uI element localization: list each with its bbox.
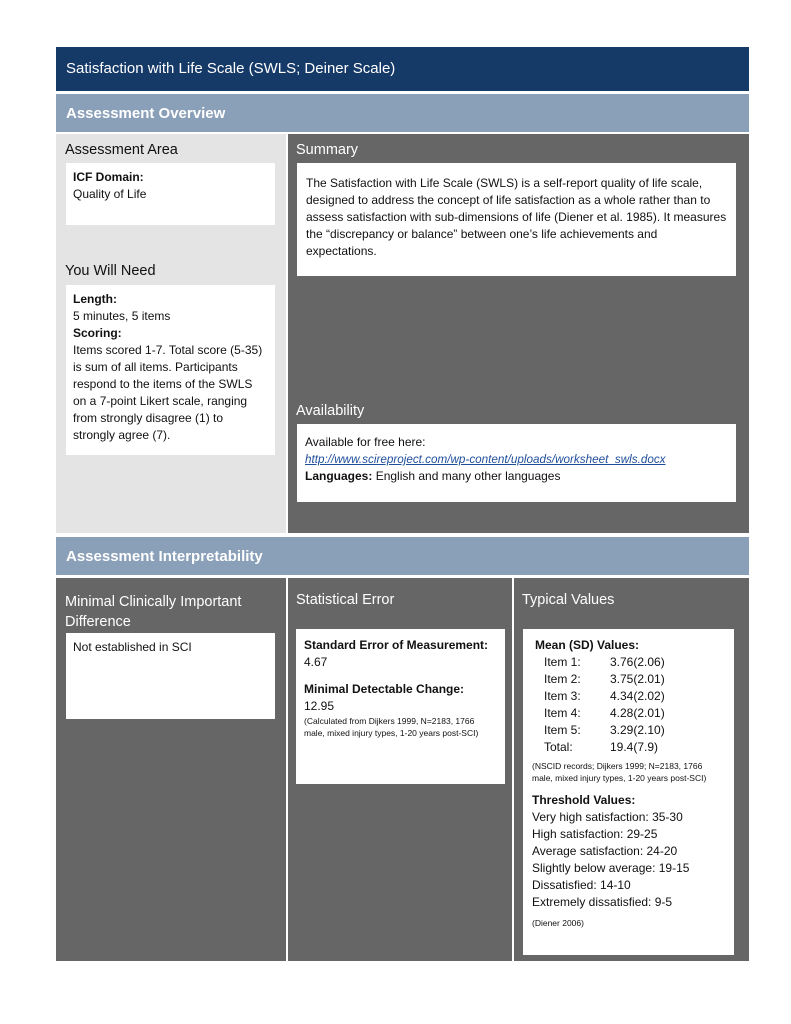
list-item: Average satisfaction: 24-20	[532, 844, 678, 858]
mean-note: (NSCID records; Dijkers 1999; N=2183, 1766 male, mixed injury types, 1-20 years post-SCI)	[532, 761, 707, 783]
availability-intro: Available for free here:	[305, 435, 426, 449]
page-title-text: Satisfaction with Life Scale (SWLS; Deiner Scale)	[66, 60, 396, 77]
availability-box	[297, 424, 736, 502]
length-value: 5 minutes, 5 items	[73, 309, 171, 323]
item-label: Item 1:	[544, 655, 581, 669]
typical-values-heading: Typical Values	[522, 592, 615, 608]
page-title	[56, 47, 749, 91]
list-item: Dissatisfied: 14-10	[532, 878, 631, 892]
icf-domain-value: Quality of Life	[73, 187, 147, 201]
mdc-label: Minimal Detectable Change:	[304, 682, 465, 696]
summary-box	[297, 163, 736, 276]
mcid-heading: Minimal Clinically Important Difference	[65, 594, 242, 630]
item-value: 4.28(2.01)	[610, 706, 665, 720]
list-item	[544, 654, 725, 671]
section-title-interpretability: Assessment Interpretability	[66, 548, 263, 565]
item-label: Item 3:	[544, 689, 581, 703]
list-item	[544, 722, 725, 739]
scoring-value: Items scored 1-7. Total score (5-35) is sum of all items. Participants respond to the items of the SWLS on a 7-point Likert scale, ranging from strongly disagree (1) to strongly agree (7).	[73, 343, 263, 442]
item-label: Total:	[544, 740, 573, 754]
summary-text: The Satisfaction with Life Scale (SWLS) is a self-report quality of life scale, designed to address the concept of life satisfaction as a whole rather than to assess satisfaction with sub-dimensions of life (Diener et al. 1985). It measures the “discrepancy or balance” between one’s life achievements and expectations.	[306, 176, 727, 258]
languages-value: English and many other languages	[375, 469, 561, 483]
sem-value: 4.67	[304, 655, 328, 669]
threshold-list	[532, 809, 725, 911]
typical-values-box	[523, 629, 734, 955]
availability-heading: Availability	[296, 403, 365, 419]
item-value: 3.75(2.01)	[610, 672, 665, 686]
item-value: 19.4(7.9)	[610, 740, 659, 754]
icf-domain-label: ICF Domain:	[73, 170, 144, 184]
threshold-note: (Diener 2006)	[532, 918, 584, 928]
mcid-box	[66, 633, 275, 719]
item-label: Item 2:	[544, 672, 581, 686]
list-item	[544, 688, 725, 705]
item-label: Item 4:	[544, 706, 581, 720]
assessment-area-heading: Assessment Area	[65, 142, 178, 158]
section-header-interpretability	[56, 537, 749, 575]
list-item	[544, 671, 725, 688]
threshold-label: Threshold Values:	[532, 793, 636, 807]
item-value: 3.29(2.10)	[610, 723, 665, 737]
you-will-need-box	[66, 285, 275, 455]
statistical-error-box	[296, 629, 505, 784]
list-item	[544, 739, 725, 756]
length-label: Length:	[73, 292, 117, 306]
mean-sd-label: Mean (SD) Values:	[535, 638, 640, 652]
mdc-value: 12.95	[304, 699, 335, 713]
sem-label: Standard Error of Measurement:	[304, 638, 489, 652]
list-item	[544, 705, 725, 722]
icf-domain-box	[66, 163, 275, 225]
item-value: 4.34(2.02)	[610, 689, 665, 703]
section-header-overview	[56, 94, 749, 132]
list-item: High satisfaction: 29-25	[532, 827, 658, 841]
scoring-label: Scoring:	[73, 326, 122, 340]
section-title-overview: Assessment Overview	[66, 105, 226, 122]
mean-values-list	[532, 654, 725, 756]
list-item: Extremely dissatisfied: 9-5	[532, 895, 673, 909]
you-will-need-heading: You Will Need	[65, 263, 156, 279]
list-item: Slightly below average: 19-15	[532, 861, 690, 875]
list-item: Very high satisfaction: 35-30	[532, 810, 683, 824]
item-label: Item 5:	[544, 723, 581, 737]
availability-link[interactable]: http://www.scireproject.com/wp-content/uploads/worksheet_swls.docx	[305, 453, 666, 466]
statistical-error-heading: Statistical Error	[296, 592, 395, 608]
mdc-note: (Calculated from Dijkers 1999, N=2183, 1766 male, mixed injury types, 1-20 years post-SCI)	[304, 716, 479, 738]
item-value: 3.76(2.06)	[610, 655, 665, 669]
mcid-text: Not established in SCI	[73, 640, 192, 654]
summary-heading: Summary	[296, 142, 359, 158]
languages-label: Languages:	[305, 469, 373, 483]
